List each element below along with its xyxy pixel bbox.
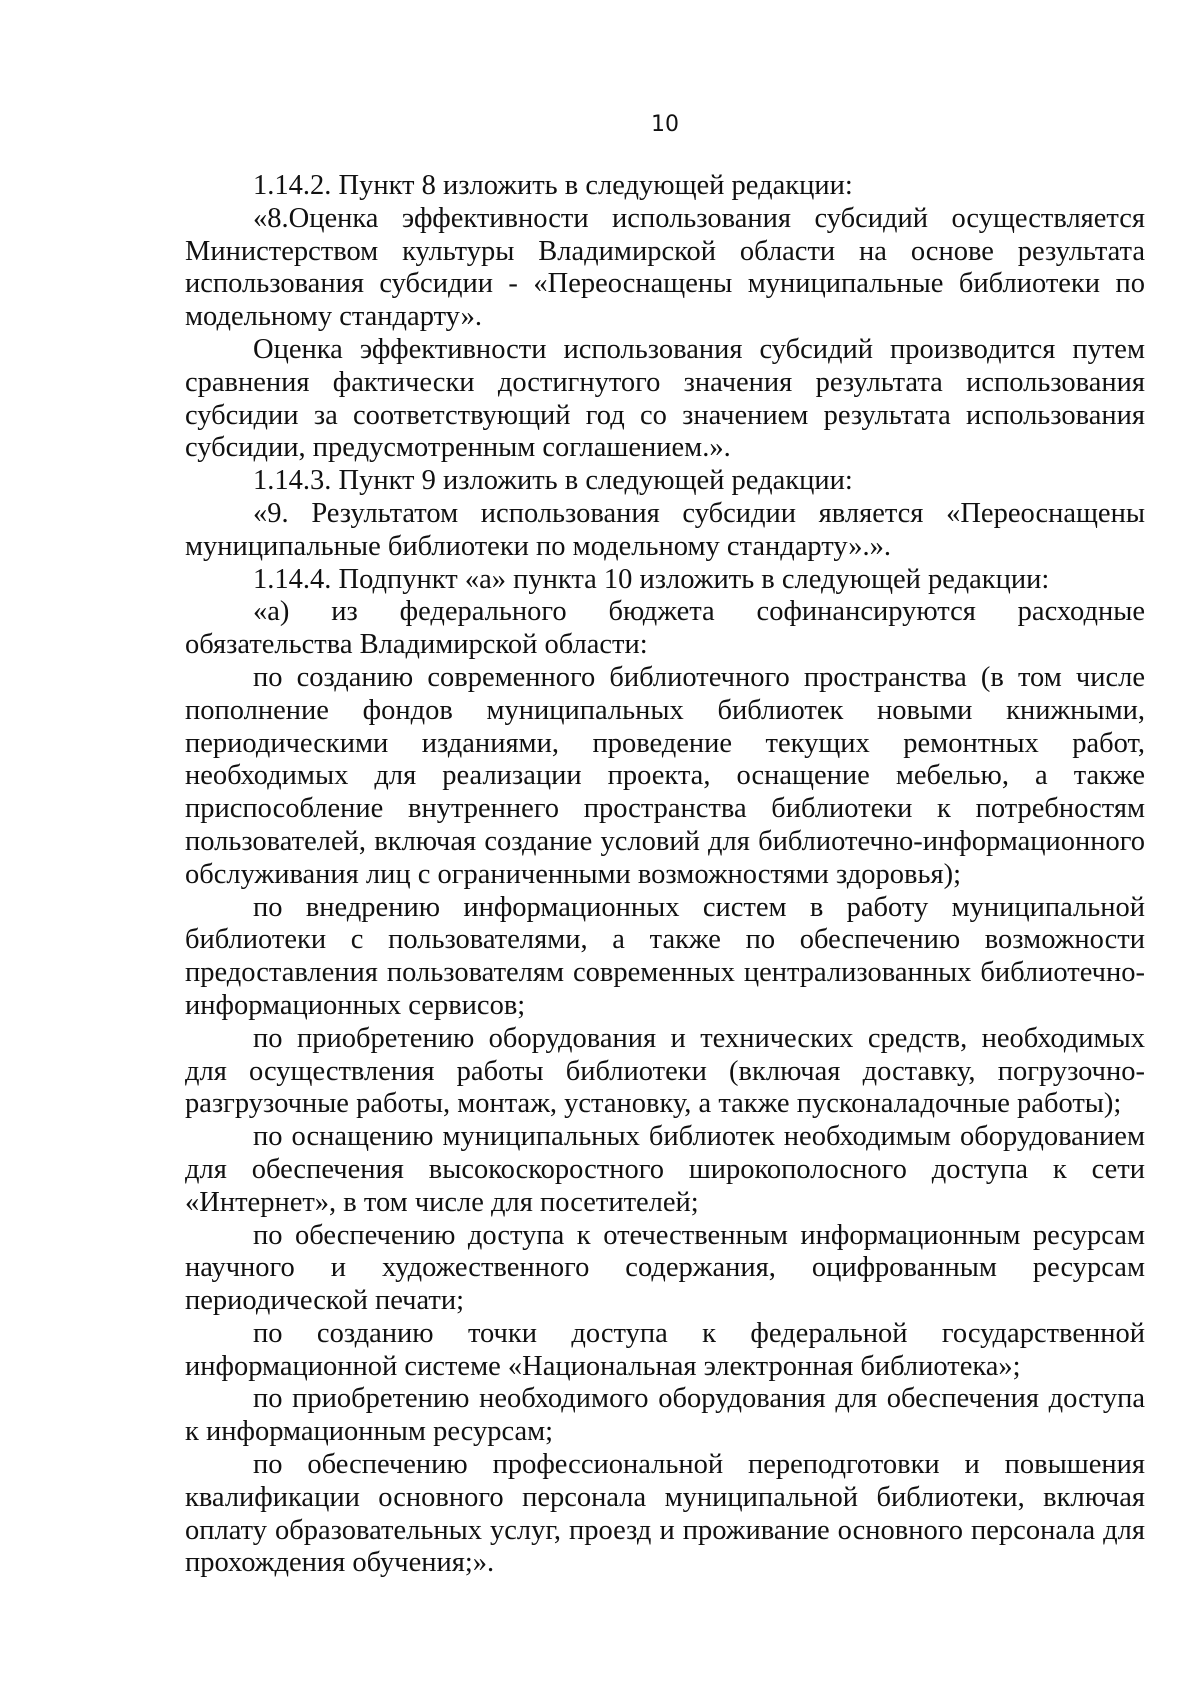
paragraph-national-library: по созданию точки доступа к федеральной государственной информационной системе «Национальная электронная библиотека»; bbox=[185, 1317, 1145, 1382]
paragraph-1-14-4-heading: 1.14.4. Подпункт «а» пункта 10 изложить в следующей редакции: bbox=[253, 563, 1050, 595]
paragraph-information-systems: по внедрению информационных систем в работу муниципальной библиотеки с пользователями, а также по обеспечению возможности предоставления пользователям современных централизованных библиотечно-информационных сервисов; bbox=[185, 891, 1145, 1021]
paragraph-staff-training: по обеспечению профессиональной переподготовки и повышения квалификации основного персонала муниципальной библиотеки, включая оплату образовательных услуг, проезд и проживание основного персонала для прохождения обучения;». bbox=[185, 1449, 1145, 1579]
page-number: 10 bbox=[651, 112, 679, 137]
paragraph-1-14-2-heading: 1.14.2. Пункт 8 изложить в следующей редакции: bbox=[253, 170, 853, 201]
paragraph-internet-access: по оснащению муниципальных библиотек необходимым оборудованием для обеспечения высокоскоростного широкополосного доступа к сети «Интернет», в том числе для посетителей; bbox=[185, 1121, 1145, 1218]
paragraph-access-equipment: по приобретению необходимого оборудования для обеспечения доступа к информационным ресурсам; bbox=[185, 1383, 1145, 1448]
paragraph-information-resources: по обеспечению доступа к отечественным информационным ресурсам научного и художественного содержания, оцифрованным ресурсам периодической печати; bbox=[185, 1219, 1145, 1317]
paragraph-item-9-result: «9. Результатом использования субсидии является «Переоснащены муниципальные библиотеки по модельному стандарту».». bbox=[185, 497, 1145, 562]
document-body bbox=[185, 170, 1145, 1580]
paragraph-equipment-purchase: по приобретению оборудования и технических средств, необходимых для осуществления работы библиотеки (включая доставку, погрузочно-разгрузочные работы, монтаж, установку, а также пусконаладочные работы); bbox=[185, 1022, 1145, 1120]
paragraph-evaluation-method: Оценка эффективности использования субсидий производится путем сравнения фактически достигнутого значения результата использования субсидии за соответствующий год со значением результата использования субсидии, предусмотренным соглашением.». bbox=[185, 333, 1145, 464]
paragraph-library-space: по созданию современного библиотечного пространства (в том числе пополнение фондов муниципальных библиотек новыми книжными, периодическими изданиями, проведение текущих ремонтных работ, необходимых для реализации проекта, оснащение мебелью, а также приспособление внутреннего пространства библиотеки к потребностям пользователей, включая создание условий для библиотечно-информационного обслуживания лиц с ограниченными возможностями здоровья); bbox=[185, 661, 1145, 890]
paragraph-subitem-a: «а) из федерального бюджета софинансируются расходные обязательства Владимирской области: bbox=[185, 596, 1145, 661]
paragraph-1-14-3-heading: 1.14.3. Пункт 9 изложить в следующей редакции: bbox=[253, 465, 853, 497]
paragraph-item-8-evaluation: «8.Оценка эффективности использования субсидий осуществляется Министерством культуры Владимирской области на основе результата использования субсидии - «Переоснащены муниципальные библиотеки по модельному стандарту». bbox=[185, 202, 1145, 333]
